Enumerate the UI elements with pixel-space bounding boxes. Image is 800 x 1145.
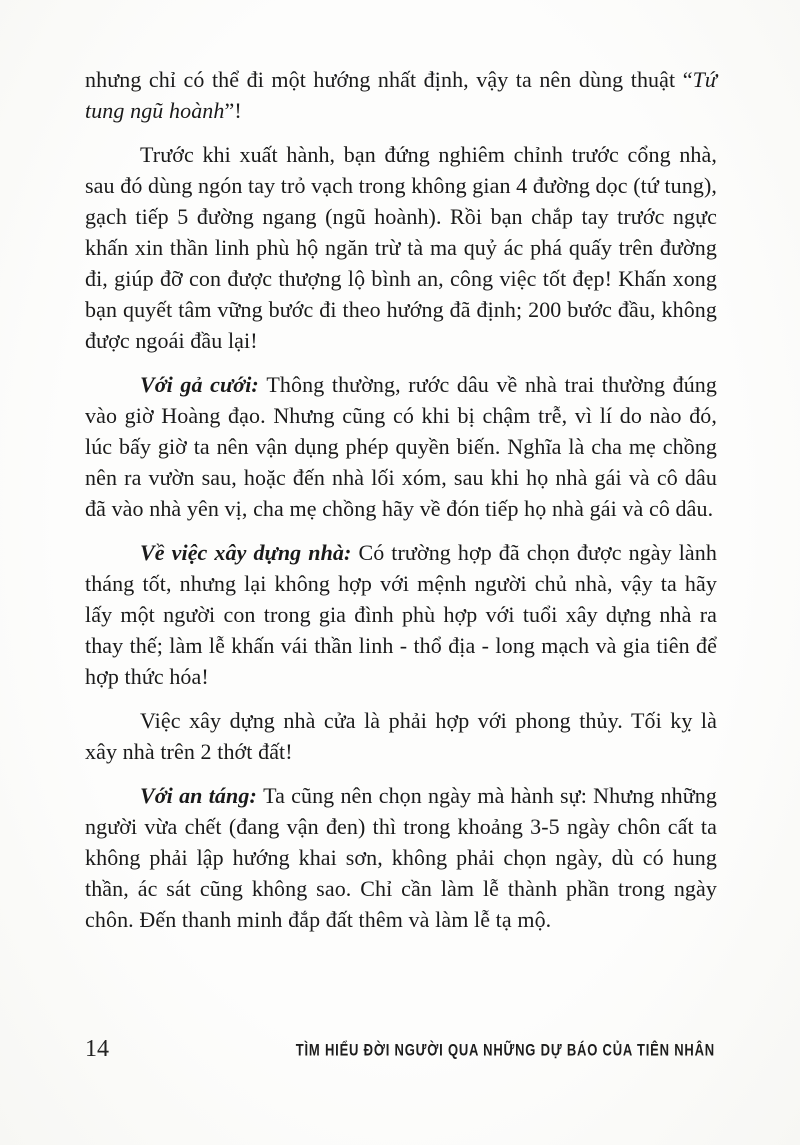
text-segment: Thông thường, rước dâu về nhà trai thường đúng vào giờ Hoàng đạo. Nhưng cũng có khi bị chậm trễ, vì lí do nào đó, lúc bấy giờ ta nên vận dụng phép quyền biến. Nghĩa là cha mẹ chồng nên ra vườn sau, hoặc đến nhà lối xóm, sau khi họ nhà gái và cô dâu đã vào nhà yên vị, cha mẹ chồng hãy về đón tiếp họ nhà gái và cô dâu. bbox=[85, 372, 717, 521]
paragraph bbox=[85, 780, 717, 935]
text-segment: Việc xây dựng nhà cửa là phải hợp với phong thủy. Tối kỵ là xây nhà trên 2 thớt đất! bbox=[85, 708, 717, 764]
paragraph bbox=[85, 537, 717, 692]
text-segment: Với gả cưới: bbox=[140, 372, 267, 397]
paragraph bbox=[85, 369, 717, 524]
text-segment: Có trường hợp đã chọn được ngày lành tháng tốt, nhưng lại không hợp với mệnh người chủ nhà, vậy ta hãy lấy một người con trong gia đình phù hợp với tuổi xây dựng nhà ra thay thế; làm lễ khấn vái thần linh - thổ địa - long mạch và gia tiên để hợp thức hóa! bbox=[85, 540, 717, 689]
page-footer bbox=[85, 1036, 715, 1063]
text-segment: Trước khi xuất hành, bạn đứng nghiêm chỉnh trước cổng nhà, sau đó dùng ngón tay trỏ vạch trong không gian 4 đường dọc (tứ tung), gạch tiếp 5 đường ngang (ngũ hoành). Rồi bạn chắp tay trước ngực khấn xin thần linh phù hộ ngăn trừ tà ma quỷ ác phá quấy trên đường đi, giúp đỡ con được thượng lộ bình an, công việc tốt đẹp! Khấn xong bạn quyết tâm vững bước đi theo hướng đã định; 200 bước đầu, không được ngoái đầu lại! bbox=[85, 142, 718, 353]
paragraph bbox=[85, 139, 717, 356]
text-segment: Về việc xây dựng nhà: bbox=[140, 540, 359, 565]
paragraph bbox=[85, 705, 717, 767]
text-segment: nhưng chỉ có thể đi một hướng nhất định, vậy ta nên dùng thuật “ bbox=[85, 67, 693, 92]
text-segment: ”! bbox=[224, 98, 242, 123]
paragraph bbox=[85, 64, 717, 126]
page-number: 14 bbox=[85, 1036, 109, 1062]
text-segment: Tứ tung ngũ hoành bbox=[85, 67, 717, 123]
text-segment: Ta cũng nên chọn ngày mà hành sự: Nhưng những người vừa chết (đang vận đen) thì trong khoảng 3-5 ngày chôn cất ta không phải lập hướng khai sơn, không phải chọn ngày, dù có hung thần, ác sát cũng không sao. Chỉ cần làm lễ thành phần trong ngày chôn. Đến thanh minh đắp đất thêm và làm lễ tạ mộ. bbox=[85, 783, 718, 932]
body-text-block bbox=[85, 64, 717, 948]
text-segment: Với an táng: bbox=[140, 783, 264, 808]
running-title: TÌM HIỂU ĐỜI NGƯỜI QUA NHỮNG DỰ BÁO CỦA TIÊN NHÂN bbox=[295, 1040, 715, 1059]
